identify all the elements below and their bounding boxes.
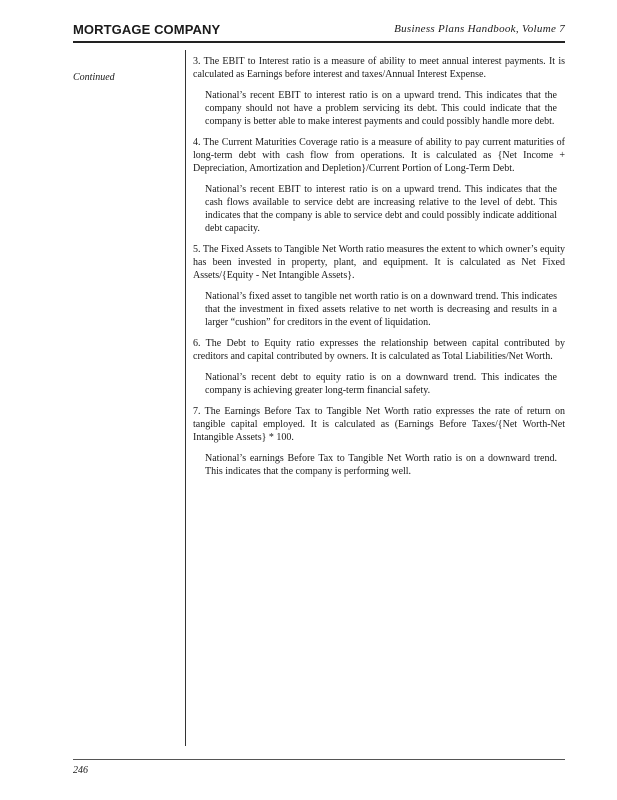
ratio-definition-4: 4. The Current Maturities Coverage ratio is a measure of ability to pay current maturities of long-term debt with cash flow from operations. It is calculated as {Net Income + Depreciation, Amortization and Depletion}/Current Portion of Long-Term Debt. xyxy=(193,137,565,174)
ratio-definition-3: 3. The EBIT to Interest ratio is a measure of ability to meet annual interest payments. It is calculated as Earnings before interest and taxes/Annual Interest Expense. xyxy=(193,56,565,80)
ratio-definition-6: 6. The Debt to Equity ratio expresses the relationship between capital contributed by creditors and capital contributed by owners. It is calculated as Total Liabilities/Net Worth. xyxy=(193,338,565,362)
margin-rule xyxy=(185,50,186,746)
ratio-analysis-7: National’s earnings Before Tax to Tangible Net Worth ratio is on a downward trend. This indicates that the company is performing well. xyxy=(205,453,557,477)
header-company-title: MORTGAGE COMPANY xyxy=(73,22,221,37)
footer-rule xyxy=(73,759,565,760)
ratio-analysis-4: National’s recent EBIT to interest ratio is on a upward trend. This indicates that the cash flows available to service debt are increasing relative to the level of debt. This indicates that the company is able to service debt and could possibly indicate additional debt capacity. xyxy=(205,184,557,234)
ratio-definition-5: 5. The Fixed Assets to Tangible Net Worth ratio measures the extent to which owner’s equity has been invested in property, plant, and equipment. It is calculated as Net Fixed Assets/{Equity - Net Intangible Assets}. xyxy=(193,244,565,281)
header-book-title: Business Plans Handbook, Volume 7 xyxy=(394,23,565,35)
ratio-analysis-6: National’s recent debt to equity ratio is on a downward trend. This indicates the company is achieving greater long-term financial safety. xyxy=(205,372,557,396)
continued-label: Continued xyxy=(73,72,115,83)
ratio-analysis-5: National’s fixed asset to tangible net worth ratio is on a downward trend. This indicates that the investment in fixed assets relative to net worth is decreasing and results in a larger “cushion” for creditors in the event of liquidation. xyxy=(205,291,557,328)
ratio-definition-7: 7. The Earnings Before Tax to Tangible Net Worth ratio expresses the rate of return on tangible capital employed. It is calculated as (Earnings Before Taxes/{Net Worth-Net Intangible Assets} * 100. xyxy=(193,406,565,443)
ratio-analysis-3: National’s recent EBIT to interest ratio is on a upward trend. This indicates that the company should not have a problem servicing its debt. This could indicate that the company is better able to make interest payments and could possibly handle more debt. xyxy=(205,90,557,127)
main-content xyxy=(193,55,565,486)
page-number: 246 xyxy=(73,765,88,776)
header-rule xyxy=(73,41,565,43)
